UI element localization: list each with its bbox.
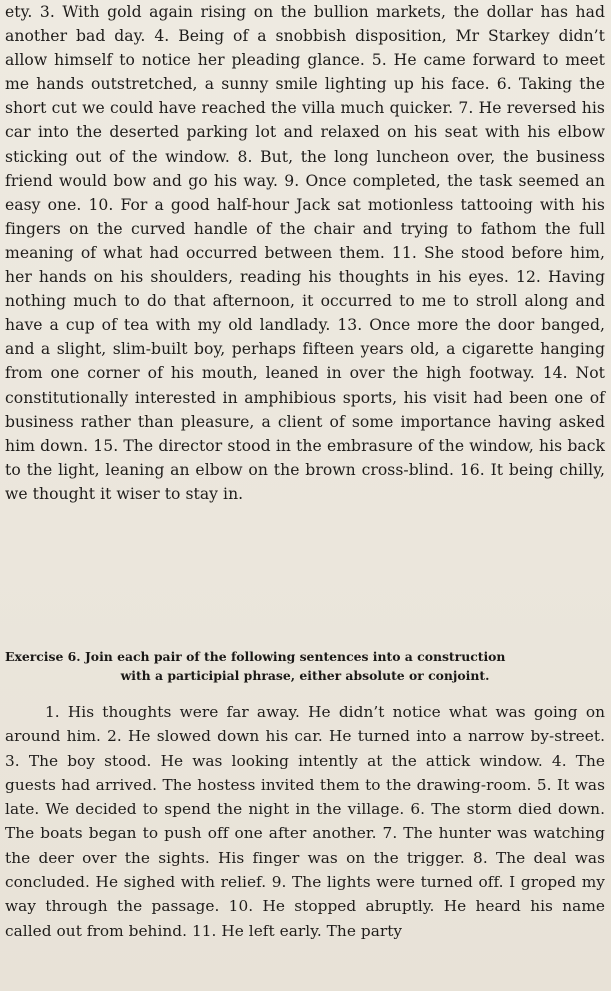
exercise-sentences [5, 700, 605, 943]
exercise-label: Exercise 6. [5, 649, 81, 664]
exercise-instruction-line-1: Join each pair of the following sentences into a construction [84, 649, 506, 664]
body-paragraph-continued [5, 0, 605, 506]
exercise-instruction-line-2: with a participial phrase, either absolute or conjoint. [120, 667, 490, 683]
paragraph-text: ety. 3. With gold again rising on the bullion markets, the dollar has had another bad day. 4. Being of a snobbish disposition, Mr Starkey didn’t allow himself to notice her pleading glance. 5. He came forward to meet me hands outstretched, a sunny smile lighting up his face. 6. Taking the short cut we could have reached the villa much quicker. 7. He reversed his car into the deserted parking lot and relaxed on his seat with his elbow sticking out of the window. 8. But, the long luncheon over, the business friend would bow and go his way. 9. Once completed, the task seemed an easy one. 10. For a good half-hour Jack sat motionless tattooing with his fingers on the curved handle of the chair and trying to fathom the full meaning of what had occurred between them. 11. She stood before him, her hands on his shoulders, reading his thoughts in his eyes. 12. Having nothing much to do that afternoon, it occurred to me to stroll along and have a cup of tea with my old landlady. 13. Once more the door banged, and a slight, slim-built boy, perhaps fifteen years old, a cigarette hanging from one corner of his mouth, leaned in over the high footway. 14. Not constitutionally interested in amphibious sports, his visit had been one of business rather than pleasure, a client of some importance having asked him down. 15. The director stood in the embrasure of the window, his back to the light, leaning an elbow on the brown cross-blind. 16. It being chilly, we thought it wiser to stay in. [5, 3, 605, 503]
exercise-heading [5, 648, 605, 685]
exercise-text: 1. His thoughts were far away. He didn’t notice what was going on around him. 2. He slowed down his car. He turned into a narrow by-street. 3. The boy stood. He was looking intently at the attick window. 4. The guests had arrived. The hostess invited them to the drawing-room. 5. It was late. We decided to spend the night in the village. 6. The storm died down. The boats began to push off one after another. 7. The hunter was watching the deer over the sights. His finger was on the trigger. 8. The deal was concluded. He sighed with relief. 9. The lights were turned off. I groped my way through the passage. 10. He stopped abruptly. He heard his name called out from behind. 11. He left early. The party [5, 703, 605, 940]
